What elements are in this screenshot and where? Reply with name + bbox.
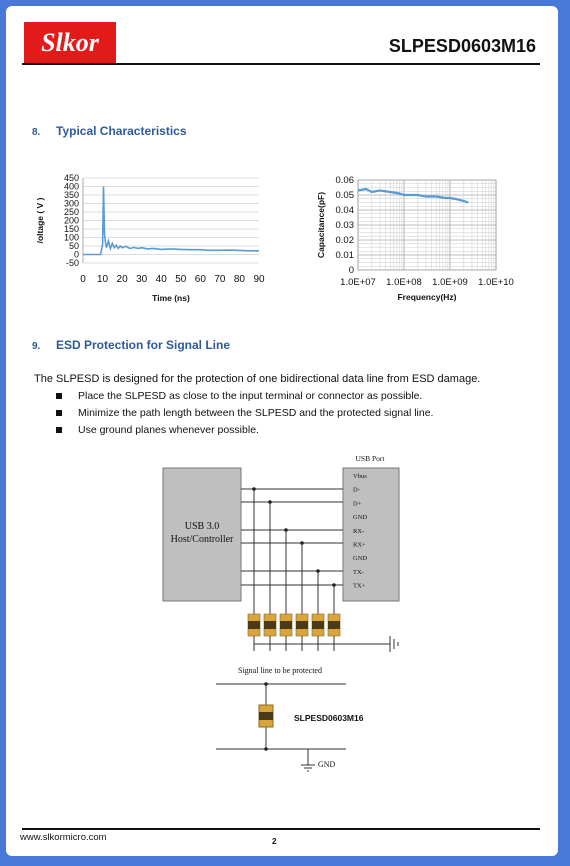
host-label-line2: Host/Controller	[170, 534, 234, 545]
y-tick-label: 0.02	[335, 235, 354, 246]
y-tick-label: 50	[68, 241, 79, 251]
y-tick-label: 450	[63, 173, 79, 183]
y-tick-label: 0.04	[335, 205, 354, 216]
section-title: Typical Characteristics	[56, 124, 187, 138]
part-number-title: SLPESD0603M16	[388, 36, 536, 56]
datasheet-page	[6, 6, 558, 856]
usb-pin-label: RX-	[353, 527, 365, 535]
section-title: ESD Protection for Signal Line	[56, 338, 231, 352]
y-tick-label: 200	[63, 215, 79, 226]
esd-array-diagram	[6, 606, 558, 666]
intro-paragraph: The SLPESD is designed for the protection of one bidirectional data line from ESD damage.	[34, 373, 481, 385]
tvs-component-icon	[328, 614, 340, 636]
usb-port-title: USB Port	[355, 454, 385, 463]
y-tick-label: 400	[63, 181, 79, 192]
y-tick-label: 0	[73, 249, 79, 260]
footer-rule	[22, 828, 540, 830]
y-axis-title: /oltage ( V )	[35, 197, 45, 244]
y-tick-label: 300	[63, 198, 79, 209]
voltage-time-chart	[26, 166, 266, 306]
x-tick-label: 1.0E+09	[432, 277, 468, 288]
device-label: SLPESD0603M16	[294, 713, 364, 723]
section-number: 8.	[32, 127, 41, 138]
y-tick-label: -50	[65, 258, 79, 268]
gnd-label: GND	[318, 760, 336, 769]
usb-pin-label: GND	[353, 514, 368, 522]
tvs-component-icon	[259, 705, 273, 727]
page-number: 2	[272, 837, 277, 846]
x-tick-label: 30	[136, 274, 148, 285]
x-tick-label: 70	[214, 274, 226, 285]
usb-pin-label: D-	[353, 486, 360, 494]
usb-port-box	[343, 468, 399, 601]
x-tick-label: 1.0E+07	[340, 277, 376, 288]
y-tick-label: 150	[63, 224, 79, 234]
bullet-square-icon	[56, 410, 62, 416]
y-tick-label: 0.05	[335, 190, 354, 201]
tvs-component-icon	[264, 614, 276, 636]
y-tick-label: 0	[348, 265, 354, 276]
y-axis-title: Capacitance(pF)	[316, 191, 326, 259]
y-tick-label: 250	[63, 207, 79, 217]
bullet-square-icon	[56, 393, 62, 399]
tvs-component-icon	[280, 614, 292, 636]
tvs-component-icon	[312, 614, 324, 636]
host-label-line1: USB 3.0	[184, 521, 220, 532]
x-tick-label: 1.0E+10	[478, 277, 514, 288]
x-tick-label: 90	[253, 274, 265, 285]
capacitance-frequency-chart	[301, 166, 526, 306]
y-tick-label: 0.06	[335, 175, 354, 186]
bullet-text: Place the SLPESD as close to the input terminal or connector as possible.	[78, 390, 423, 402]
usb-pin-label: GND	[353, 555, 368, 563]
x-axis-title: Time (ns)	[152, 293, 190, 303]
usb-pin-label: Vbus	[353, 473, 367, 480]
header-rule	[22, 63, 540, 65]
footer-url: www.slkormicro.com	[20, 832, 107, 843]
y-tick-label: 100	[63, 232, 79, 243]
bullet-square-icon	[56, 427, 62, 433]
x-tick-label: 50	[175, 274, 187, 285]
x-tick-label: 10	[96, 274, 109, 285]
usb-pin-label: RX+	[353, 541, 366, 549]
section-number: 9.	[32, 341, 41, 352]
slkor-logo: Slkor	[24, 22, 116, 64]
x-axis-title: Frequency(Hz)	[397, 292, 457, 302]
x-tick-label: 1.0E+08	[386, 277, 422, 288]
tvs-component-icon	[296, 614, 308, 636]
signal-line-label: Signal line to be protected	[238, 666, 322, 675]
y-tick-label: 350	[63, 190, 79, 200]
x-tick-label: 0	[80, 274, 86, 285]
x-tick-label: 20	[116, 274, 128, 285]
y-tick-label: 0.03	[335, 220, 354, 231]
usb-pin-label: D+	[353, 500, 362, 508]
usb-pin-label: TX+	[353, 582, 366, 590]
bullet-text: Minimize the path length between the SLPESD and the protected signal line.	[78, 407, 434, 419]
y-tick-label: 0.01	[335, 250, 354, 261]
bullet-text: Use ground planes whenever possible.	[78, 424, 259, 436]
signal-protection-diagram	[6, 661, 558, 781]
x-tick-label: 80	[233, 274, 246, 285]
usb-pin-label: TX-	[353, 568, 364, 576]
x-tick-label: 60	[194, 274, 206, 285]
x-tick-label: 40	[155, 274, 167, 285]
tvs-component-icon	[248, 614, 260, 636]
